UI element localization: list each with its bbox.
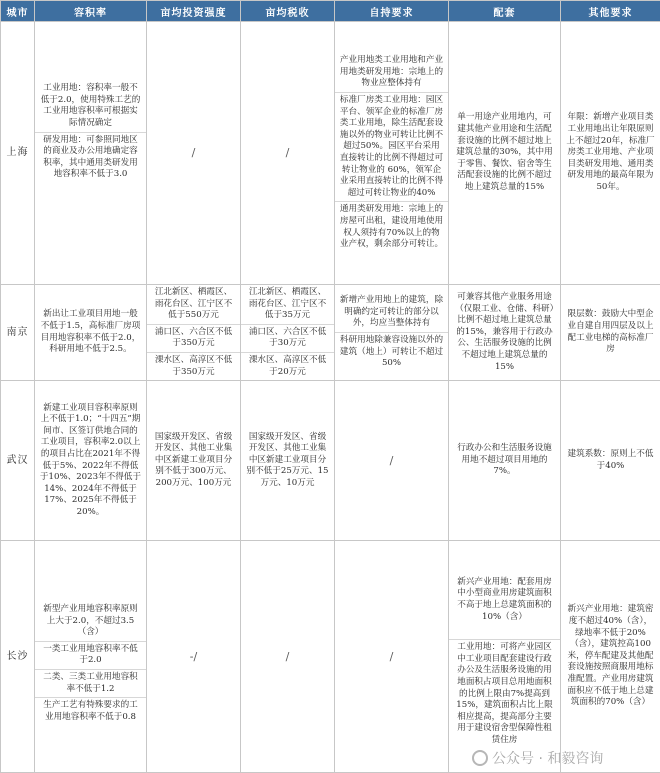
self-hold-text: 新增产业用地上的建筑，除明确约定可转让的部分以外，均应当整体持有 [339,295,444,329]
tax-text: 江北新区、栖霞区、雨花台区、江宁区不低于35万元 [248,287,327,321]
tax-cell [241,285,335,381]
tax-text: 浦口区、六合区不低于30万元 [241,324,334,352]
header-row [1,1,660,22]
city-cell: 长沙 [1,541,35,773]
self-hold-text: 通用类研发用地：宗地上的房屋可出租，建设用地使用权人须持有70%以上的物业产权，剩余部分可转让。 [335,201,448,252]
far-text: 生产工艺有特殊要求的工业用地容积率不低于0.8 [35,697,146,725]
header-other: 其他要求 [561,1,660,22]
far-text: 二类、三类工业用地容积率不低于1.2 [35,669,146,697]
supporting-cell: 行政办公和生活服务设施用地不超过项目用地的7%。 [449,381,561,541]
investment-text: 浦口区、六合区不低于350万元 [147,324,240,352]
supporting-text: 新兴产业用地：配套用房中小型商业用房建筑面积不高于地上总建筑面积的10%（含） [457,576,552,622]
investment-cell [147,285,241,381]
row-wuhan [1,381,660,541]
far-cell: 新出让工业项目用地一般不低于1.5，高标准厂房项目用地容积率不低于2.0，科研用地不低于2.5。 [35,285,147,381]
self-hold-cell: / [335,541,449,773]
city-cell: 上海 [1,22,35,285]
investment-text: 江北新区、栖霞区、雨花台区、江宁区不低于550万元 [154,287,233,321]
tax-text: 溧水区、高淳区不低于20万元 [241,352,334,380]
self-hold-text: 产业用地类工业用地和产业用地类研发用地：宗地上的物业应整体持有 [339,55,444,89]
self-hold-cell [335,22,449,285]
header-far: 容积率 [35,1,147,22]
self-hold-text: 标准厂房类工业用地：园区平台、领军企业的标准厂房类工业用地，除生活配套设施以外的物业可转让比例不超过50%。园区平台采用直接转让的比例不得超过可转让物业的 60%，领军企业采用直接转让的比例不得超过可转让物业的40% [335,92,448,201]
tax-cell: 国家级开发区、省级开发区、其他工业集中区新建工业项目分别不低于25万元、15万元、10万元 [241,381,335,541]
watermark-text: 公众号 · 和毅咨询 [492,751,604,767]
supporting-cell [449,541,561,773]
supporting-cell: 单一用途产业用地内，可建其他产业用途和生活配套设施的比例不超过地上建筑总量的30%，其中用于零售、餐饮、宿舍等生活配套设施的比例不超过地上建筑总量的15% [449,22,561,285]
other-cell: 限层数：鼓励大中型企业自建自用四层及以上配工业电梯的高标准厂房 [561,285,660,381]
far-cell [35,541,147,773]
row-nanjing [1,285,660,381]
city-cell: 南京 [1,285,35,381]
header-tax: 亩均税收 [241,1,335,22]
tax-cell: / [241,22,335,285]
investment-cell: / [147,22,241,285]
investment-text: 溧水区、高淳区不低于350万元 [147,352,240,380]
self-hold-text: 科研用地除兼容设施以外的建筑（地上）可转让不超过50% [335,332,448,372]
header-city: 城市 [1,1,35,22]
far-text: 一类工业用地容积率不低于2.0 [35,641,146,669]
far-text: 工业用地：容积率一般不低于2.0，使用特殊工艺的工业用地容积率可根据实际情况确定 [40,83,141,128]
supporting-cell: 可兼容其他产业服务用途（仅限工业、仓储、科研）比例不超过地上建筑总量的15%，兼容用于行政办公、生活服务设施的比例不超过地上建筑总量的15% [449,285,561,381]
investment-cell: 国家级开发区、省级开发区、其他工业集中区新建工业项目分别不低于300万元、200万元、100万元 [147,381,241,541]
row-shanghai [1,22,660,285]
row-changsha [1,541,660,773]
supporting-text: 工业用地：可将产业园区中工业项目配套建设行政办公及生活服务设施的用地面积占项目总用地面积的比例上限由7%提高到15%，建筑面积占比上限相应提高，提高部分主要用于建设宿舍型保障性租赁住房 [449,639,560,748]
other-cell: 建筑系数：原则上不低于40% [561,381,660,541]
header-supporting: 配套 [449,1,561,22]
header-self-hold: 自持要求 [335,1,449,22]
far-cell [35,22,147,285]
far-text: 研发用地：可参照同地区的商业及办公用地确定容积率，其中通用类研发用地容积率不低于3.0 [35,132,146,183]
self-hold-cell: / [335,381,449,541]
investment-cell: -/ [147,541,241,773]
city-cell: 武汉 [1,381,35,541]
header-investment: 亩均投资强度 [147,1,241,22]
tax-cell: / [241,541,335,773]
wechat-icon [472,750,488,766]
watermark [472,748,603,768]
self-hold-cell [335,285,449,381]
other-cell: 新兴产业用地：建筑密度不超过40%（含），绿地率不低于20%（含），建筑控高100米，停车配建及其他配套设施按照商服用地标准配置。产业用房建筑面积应不低于地上总建筑面积的70%（含） [561,541,660,773]
far-cell: 新建工业项目容积率原则上不低于1.0；“十四五”期间市、区签订供地合同的工业项目，容积率2.0以上的项目占比在2021年不得低于5%、2022年不得低于10%、2023年不得低于14%、2024年不得低于17%、2025年不得低于20%。 [35,381,147,541]
other-cell: 年限：新增产业项目类工业用地出让年限原则上不超过20年，标准厂房类工业用地、产业项目类研发用地、通用类研发用地的最高年限为50年。 [561,22,660,285]
far-text: 新型产业用地容积率原则上大于2.0，不超过3.5（含） [43,603,138,638]
